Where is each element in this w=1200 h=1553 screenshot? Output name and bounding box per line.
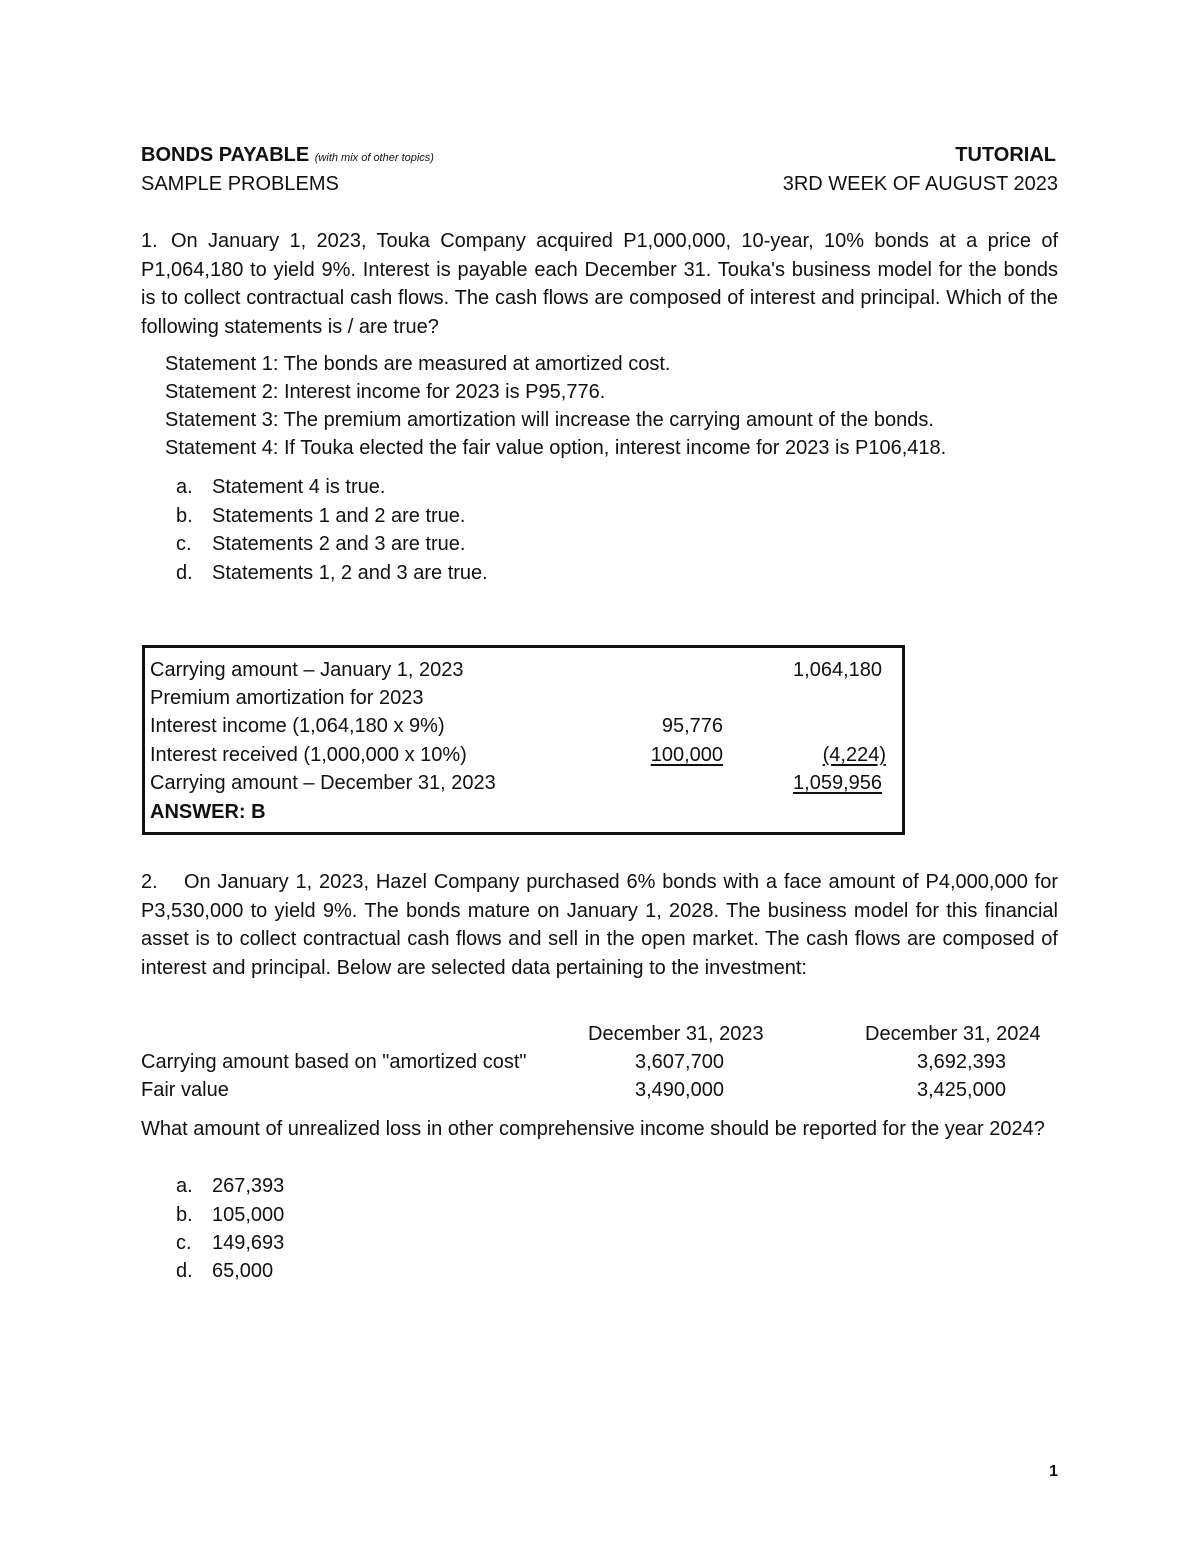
page-number: 1 bbox=[1049, 1463, 1058, 1480]
solution-row-label: Premium amortization for 2023 bbox=[150, 687, 424, 709]
question-2-prompt: What amount of unrealized loss in other comprehensive income should be reported for the year 2024? bbox=[141, 1118, 1045, 1140]
solution-row-label: Interest received (1,000,000 x 10%) bbox=[150, 744, 467, 766]
option-letter: d. bbox=[176, 1260, 193, 1282]
solution-row-right: (4,224) bbox=[822, 744, 886, 766]
option-letter: a. bbox=[176, 476, 193, 498]
option-letter: c. bbox=[176, 533, 192, 555]
option-c bbox=[176, 1229, 284, 1257]
solution-row-mid: 95,776 bbox=[661, 715, 723, 737]
question-number: 2. bbox=[141, 871, 158, 893]
solution-row-label: Carrying amount – January 1, 2023 bbox=[150, 659, 464, 681]
option-b bbox=[176, 1201, 284, 1229]
statement-1: Statement 1: The bonds are measured at amortized cost. bbox=[165, 353, 671, 375]
table-column-2023: December 31, 2023 bbox=[588, 1023, 764, 1045]
option-text: Statements 1 and 2 are true. bbox=[212, 505, 466, 527]
table-cell: 3,692,393 bbox=[917, 1051, 1006, 1073]
solution-row-label: Carrying amount – December 31, 2023 bbox=[150, 772, 496, 794]
option-letter: c. bbox=[176, 1232, 192, 1254]
option-letter: b. bbox=[176, 1204, 193, 1226]
option-a bbox=[176, 1172, 284, 1200]
document-period: 3RD WEEK OF AUGUST 2023 bbox=[782, 173, 1058, 195]
option-c bbox=[176, 530, 466, 558]
option-text: 105,000 bbox=[212, 1204, 285, 1226]
title-note: (with mix of other topics) bbox=[314, 152, 434, 164]
table-cell: 3,490,000 bbox=[635, 1079, 724, 1101]
document-subtitle: SAMPLE PROBLEMS bbox=[141, 173, 339, 195]
tutorial-tag: TUTORIAL bbox=[955, 144, 1056, 166]
table-column-2024: December 31, 2024 bbox=[865, 1023, 1041, 1045]
statement-2: Statement 2: Interest income for 2023 is P95,776. bbox=[165, 381, 606, 403]
option-d bbox=[176, 1257, 273, 1285]
option-b bbox=[176, 502, 466, 530]
statement-3: Statement 3: The premium amortization will increase the carrying amount of the bonds. bbox=[165, 409, 934, 431]
table-row-label: Carrying amount based on "amortized cost" bbox=[141, 1051, 527, 1073]
document-title bbox=[141, 141, 434, 172]
option-letter: a. bbox=[176, 1175, 193, 1197]
solution-row-mid: 100,000 bbox=[650, 744, 723, 766]
option-letter: b. bbox=[176, 505, 193, 527]
question-body: On January 1, 2023, Hazel Company purchased 6% bonds with a face amount of P4,000,000 for P3,530,000 to yield 9%. The bonds mature on January 1, 2028. The business model for this financial asset is to collect contractual cash flows and sell in the open market. The cash flows are composed of interest and principal. Below are selected data pertaining to the investment: bbox=[141, 871, 1058, 979]
option-d bbox=[176, 559, 488, 587]
option-text: Statement 4 is true. bbox=[212, 476, 386, 498]
solution-answer: ANSWER: B bbox=[150, 801, 266, 823]
option-letter: d. bbox=[176, 562, 193, 584]
option-text: 65,000 bbox=[212, 1260, 274, 1282]
option-text: Statements 1, 2 and 3 are true. bbox=[212, 562, 488, 584]
option-text: 149,693 bbox=[212, 1232, 285, 1254]
table-cell: 3,425,000 bbox=[917, 1079, 1006, 1101]
question-body: On January 1, 2023, Touka Company acquired P1,000,000, 10-year, 10% bonds at a price of P1,064,180 to yield 9%. Interest is payable each December 31. Touka's business model for the bonds is to collect contractual cash flows. The cash flows are composed of interest and principal. Which of the following statements is / are true? bbox=[141, 230, 1058, 338]
option-text: 267,393 bbox=[212, 1175, 285, 1197]
question-number: 1. bbox=[141, 230, 158, 252]
solution-row-right: 1,059,956 bbox=[793, 772, 882, 794]
table-cell: 3,607,700 bbox=[635, 1051, 724, 1073]
title-text: BONDS PAYABLE bbox=[141, 144, 310, 166]
solution-row-label: Interest income (1,064,180 x 9%) bbox=[150, 715, 445, 737]
option-a bbox=[176, 473, 385, 501]
question-1-text bbox=[141, 227, 1058, 341]
question-2-text bbox=[141, 868, 1058, 982]
table-row-label: Fair value bbox=[141, 1079, 229, 1101]
statement-4: Statement 4: If Touka elected the fair value option, interest income for 2023 is P106,418. bbox=[165, 437, 947, 459]
option-text: Statements 2 and 3 are true. bbox=[212, 533, 466, 555]
solution-row-right: 1,064,180 bbox=[793, 659, 882, 681]
